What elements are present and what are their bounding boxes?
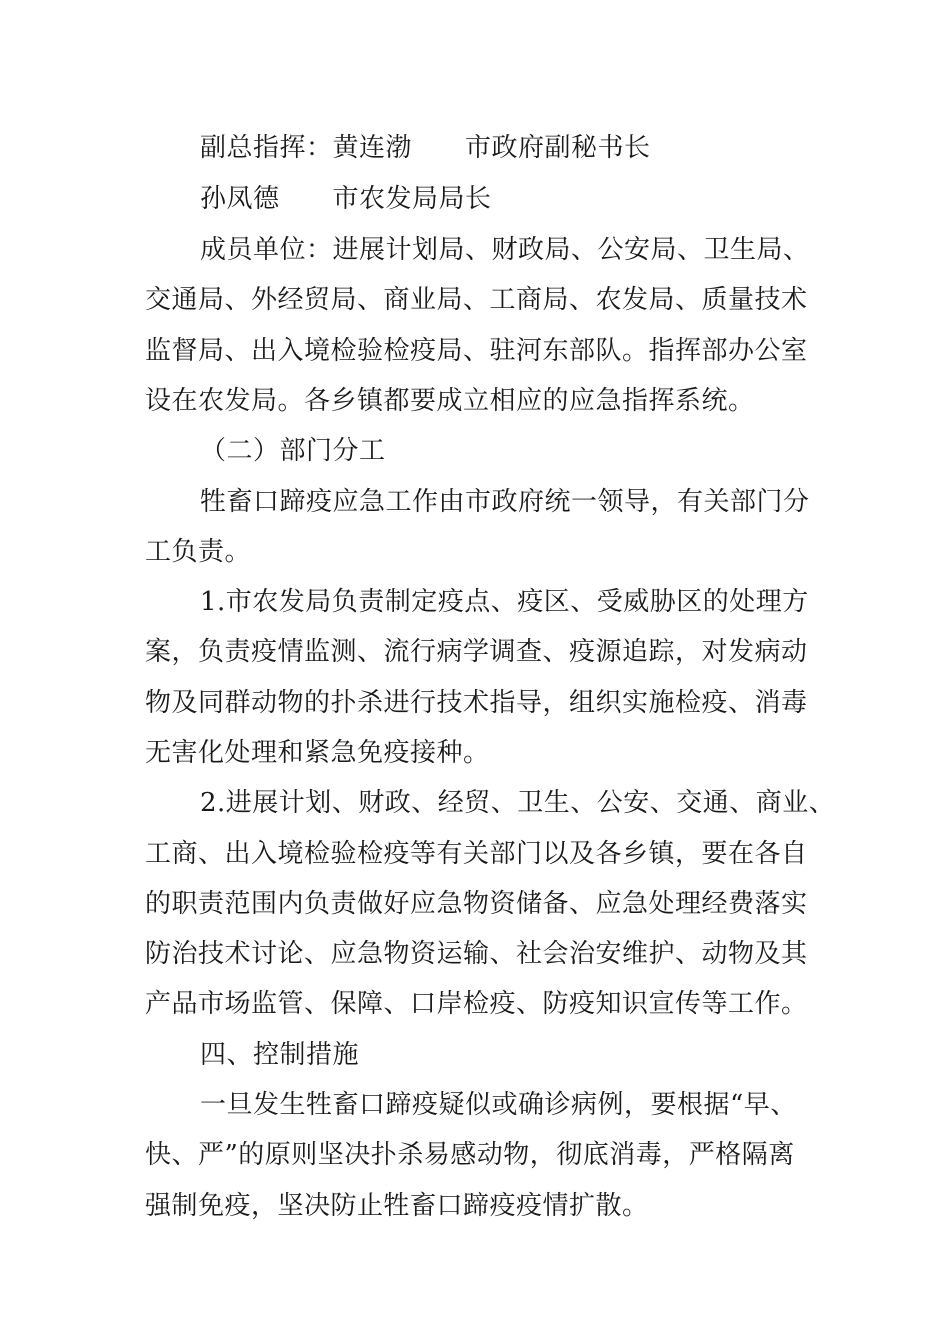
control-measures-line-1: 一旦发生牲畜口蹄疫疑似或确诊病例，要根据“早、 [200,1090,797,1120]
member-units-line-2: 交通局、外经贸局、商业局、工商局、农发局、质量技术 [145,285,808,315]
division-intro-line-2: 工负责。 [145,537,252,567]
division-intro-line-1: 牲畜口蹄疫应急工作由市政府统一领导，有关部门分 [200,487,810,517]
item-2-line-4: 防治技术讨论、应急物资运输、社会治安维护、动物及其 [145,939,808,969]
section-4-heading: 四、控制措施 [200,1040,360,1070]
member-units-line-4: 设在农发局。各乡镇都要成立相应的应急指挥系统。 [145,386,755,416]
item-2-line-2: 工商、出入境检验检疫等有关部门以及各乡镇，要在各自 [145,839,808,869]
item-2-line-1: 2.进展计划、财政、经贸、卫生、公安、交通、商业、 [200,788,836,818]
control-measures-line-3: 强制免疫，坚决防止牲畜口蹄疫疫情扩散。 [145,1191,649,1221]
item-1-line-1: 1.市农发局负责制定疫点、疫区、受威胁区的处理方 [200,587,809,617]
item-1-line-3: 物及同群动物的扑杀进行技术指导，组织实施检疫、消毒 [145,688,808,718]
deputy-commander-1-line: 副总指挥：黄连渤 市政府副秘书长 [200,133,651,163]
item-1-line-2: 案，负责疫情监测、流行病学调查、疫源追踪，对发病动 [145,637,808,667]
item-1-line-4: 无害化处理和紧急免疫接种。 [145,738,490,768]
member-units-line-1: 成员单位：进展计划局、财政局、公安局、卫生局、 [200,235,810,265]
member-units-line-3: 监督局、出入境检验检疫局、驻河东部队。指挥部办公室 [145,336,808,366]
deputy-commander-2-line: 孙凤德 市农发局局长 [200,184,492,214]
item-2-line-5: 产品市场监管、保障、口岸检疫、防疫知识宣传等工作。 [145,989,808,1019]
control-measures-line-2: 快、严”的原则坚决扑杀易感动物，彻底消毒，严格隔离 [145,1140,795,1170]
section-2-heading: （二）部门分工 [200,436,386,466]
item-2-line-3: 的职责范围内负责做好应急物资储备、应急处理经费落实 [145,889,808,919]
